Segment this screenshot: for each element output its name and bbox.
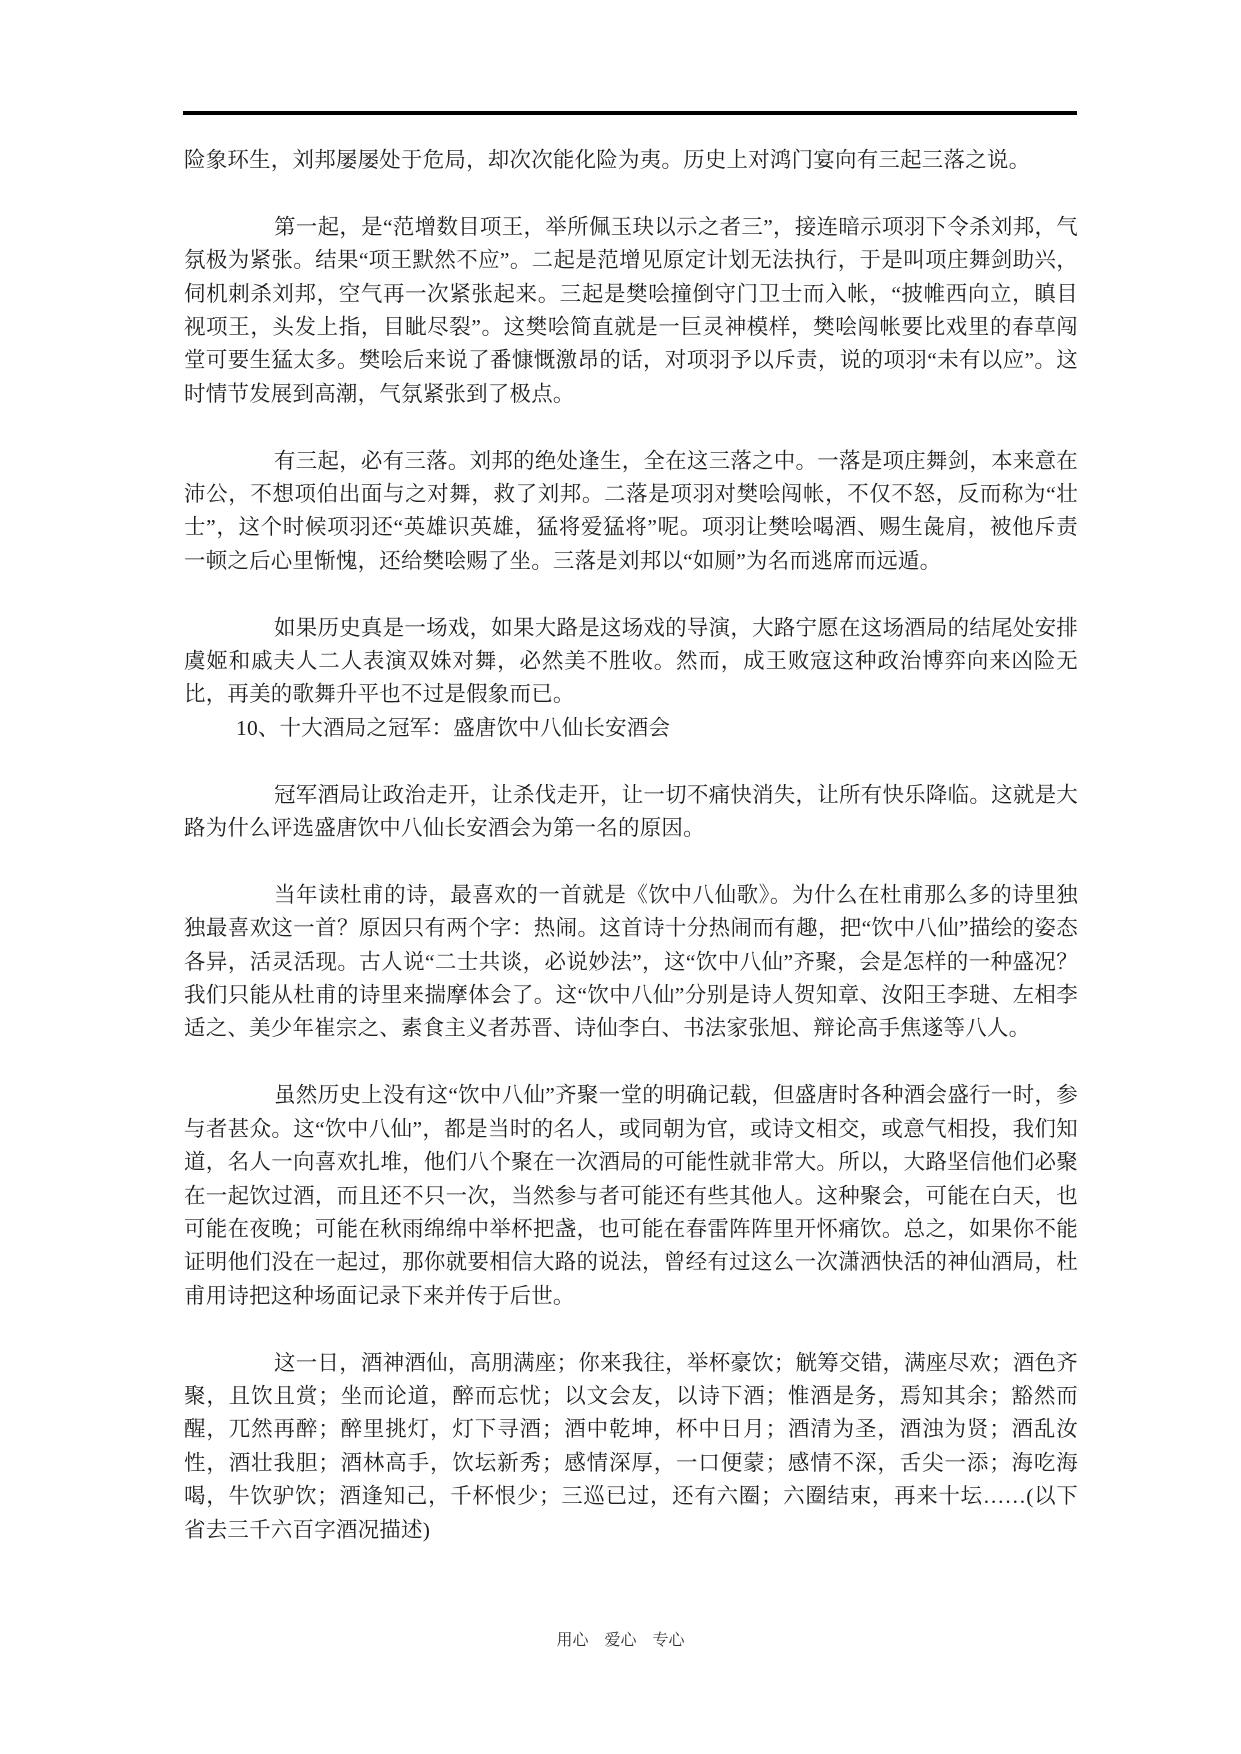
paragraph-champion-reason: 冠军酒局让政治走开，让杀伐走开，让一切不痛快消失，让所有快乐降临。这就是大路为什么评选盛唐饮中八仙长安酒会为第一名的原因。 bbox=[184, 782, 1078, 841]
page-footer bbox=[0, 1630, 1241, 1652]
paragraph-three-falls: 有三起，必有三落。刘邦的绝处逢生，全在这三落之中。一落是项庄舞剑，本来意在沛公，不想项伯出面与之对舞，救了刘邦。二落是项羽对樊哙闯帐，不仅不怒，反而称为“壮士”，这个时候项羽还“英雄识英雄，猛将爱猛将”呢。项羽让樊哙喝酒、赐生彘肩，被他斥责一顿之后心里惭愧，还给樊哙赐了坐。三落是刘邦以“如厕”为名而逃席而远遁。 bbox=[184, 448, 1078, 573]
paragraph-history-drama: 如果历史真是一场戏，如果大路是这场戏的导演，大路宁愿在这场酒局的结尾处安排虞姬和戚夫人二人表演双姝对舞，必然美不胜收。然而，成王败寇这种政治博弈向来凶险无比，再美的歌舞升平也不过是假象而已。 bbox=[184, 615, 1078, 707]
paragraph-three-rises: 第一起，是“范增数目项王，举所佩玉玦以示之者三”，接连暗示项羽下令杀刘邦，气氛极为紧张。结果“项王默然不应”。二起是范增见原定计划无法执行，于是叫项庄舞剑助兴，伺机刺杀刘邦，空气再一次紧张起来。三起是樊哙撞倒守门卫士而入帐，“披帷西向立，瞋目视项王，头发上指，目眦尽裂”。这樊哙简直就是一巨灵神模样，樊哙闯帐要比戏里的春草闯堂可要生猛太多。樊哙后来说了番慷慨激昂的话，对项羽予以斥责，说的项羽“未有以应”。这时情节发展到高潮，气氛紧张到了极点。 bbox=[184, 214, 1078, 406]
header-divider-rule bbox=[183, 111, 1077, 115]
paragraph-hongmen-intro: 险象环生，刘邦屡屡处于危局，却次次能化险为夷。历史上对鸿门宴向有三起三落之说。 bbox=[184, 148, 1031, 172]
paragraph-banquet-scene: 这一日，酒神酒仙，高朋满座；你来我往，举杯豪饮；觥筹交错，满座尽欢；酒色齐聚，且饮且赏；坐而论道，醉而忘忧；以文会友，以诗下酒；惟酒是务，焉知其余；豁然而醒，兀然再醉；醉里挑灯，灯下寻酒；酒中乾坤，杯中日月；酒清为圣，酒浊为贤；酒乱汝性，酒壮我胆；酒林高手，饮坛新秀；感情深厚，一口便蒙；感情不深，舌尖一添；海吃海喝，牛饮驴饮；酒逢知己，千杯恨少；三巡已过，还有六圈；六圈结束，再来十坛……(以下省去三千六百字酒况描述) bbox=[184, 1350, 1078, 1542]
paragraph-dufu-poem: 当年读杜甫的诗，最喜欢的一首就是《饮中八仙歌》。为什么在杜甫那么多的诗里独独最喜欢这一首？原因只有两个字：热闹。这首诗十分热闹而有趣，把“饮中八仙”描绘的姿态各异，活灵活现。古人说“二士共谈，必说妙法”，这“饮中八仙”齐聚，会是怎样的一种盛况？我们只能从杜甫的诗里来揣摩体会了。这“饮中八仙”分别是诗人贺知章、汝阳王李琎、左相李适之、美少年崔宗之、素食主义者苏晋、诗仙李白、书法家张旭、辩论高手焦遂等八人。 bbox=[184, 882, 1078, 1041]
section-heading-top-banquet: 10、十大酒局之冠军：盛唐饮中八仙长安酒会 bbox=[236, 715, 671, 740]
footer-motto: 用心 爱心 专心 bbox=[556, 1632, 685, 1649]
document-body bbox=[184, 144, 1078, 1547]
paragraph-eight-immortals: 虽然历史上没有这“饮中八仙”齐聚一堂的明确记载，但盛唐时各种酒会盛行一时，参与者甚众。这“饮中八仙”，都是当时的名人，或同朝为官，或诗文相交，或意气相投，我们知道，名人一向喜欢扎堆，他们八个聚在一次酒局的可能性就非常大。所以，大路坚信他们必聚在一起饮过酒，而且还不只一次，当然参与者可能还有些其他人。这种聚会，可能在白天，也可能在夜晚；可能在秋雨绵绵中举杯把盏，也可能在春雷阵阵里开怀痛饮。总之，如果你不能证明他们没在一起过，那你就要相信大路的说法，曾经有过这么一次潇洒快活的神仙酒局，杜甫用诗把这种场面记录下来并传于后世。 bbox=[184, 1083, 1078, 1308]
